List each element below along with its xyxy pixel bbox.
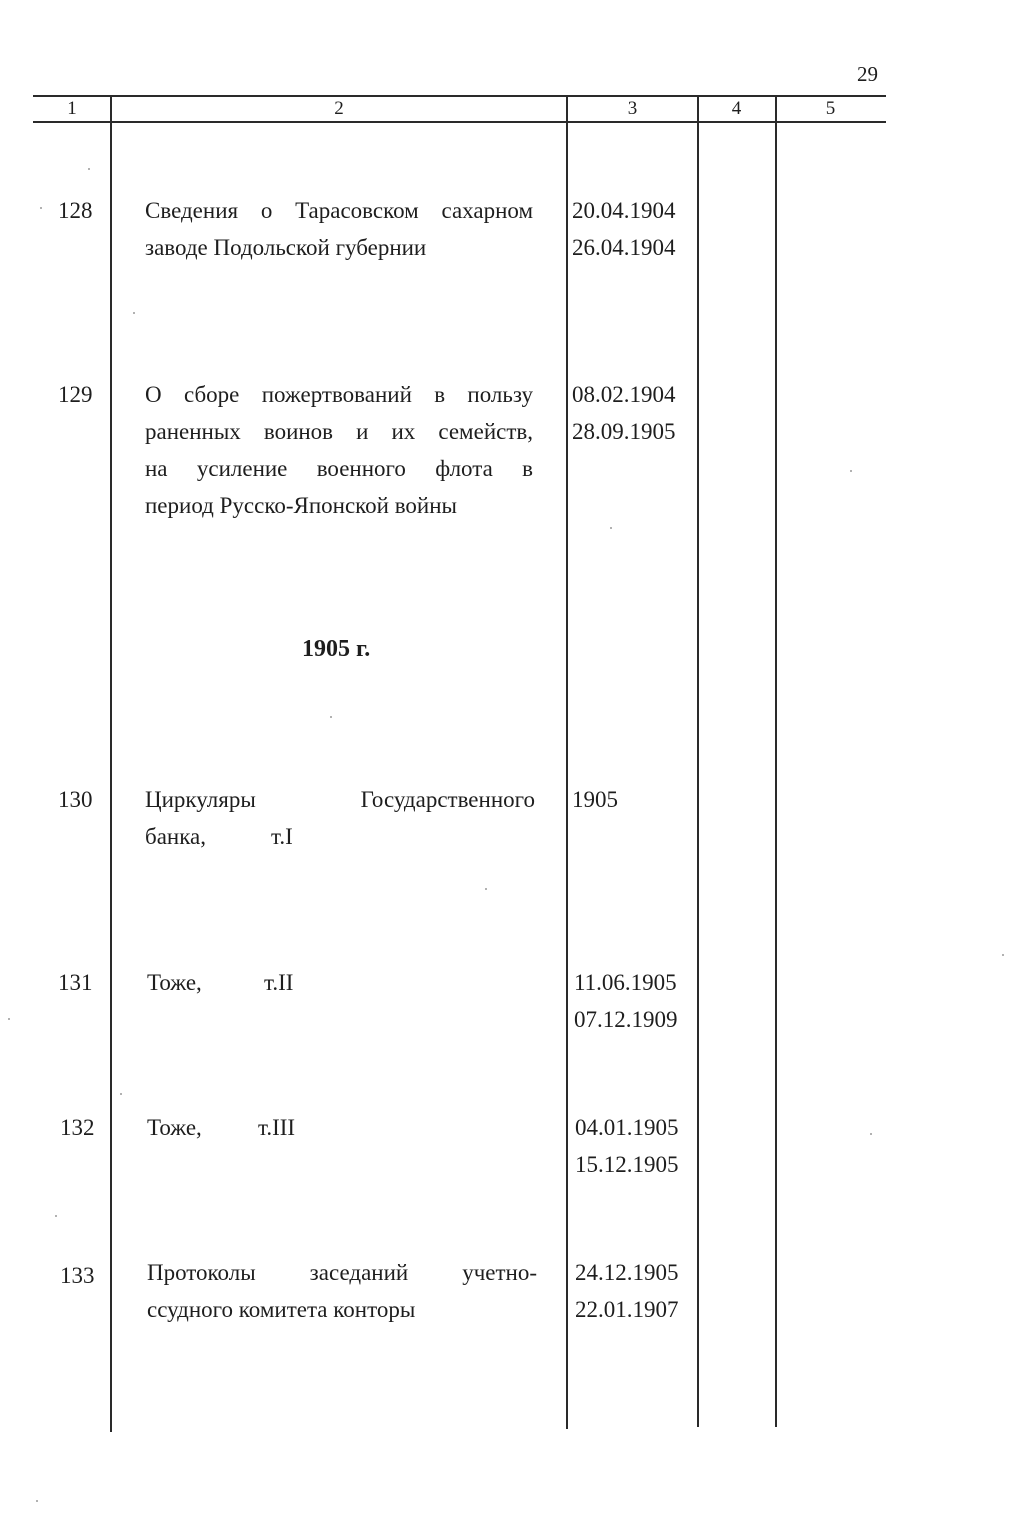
row-129-dates [572, 376, 676, 450]
row-129-date-start: 08.02.1904 [572, 382, 676, 407]
row-130-title-line-1: Циркуляры Государственного [145, 787, 535, 812]
row-129-title [145, 376, 533, 524]
scan-speck [120, 1093, 122, 1095]
column-divider-2 [566, 95, 568, 1429]
column-header-3: 3 [627, 98, 638, 119]
row-132-date-start: 04.01.1905 [575, 1115, 679, 1140]
row-128-number: 128 [58, 198, 93, 223]
row-133-date-end: 22.01.1907 [575, 1297, 679, 1322]
row-131-volume: т.II [264, 970, 294, 995]
row-130-dates [572, 781, 618, 818]
row-133-number: 133 [60, 1263, 95, 1288]
row-129-number: 129 [58, 382, 93, 407]
scan-speck [610, 527, 612, 529]
scan-speck [88, 168, 90, 170]
row-133-date-start: 24.12.1905 [575, 1260, 679, 1285]
column-header-2: 2 [334, 98, 344, 119]
row-132-dates [575, 1109, 679, 1183]
scan-speck [1002, 954, 1004, 956]
row-133-title [147, 1254, 537, 1328]
column-divider-4 [775, 95, 777, 1427]
row-132-number: 132 [60, 1115, 95, 1140]
row-131-date-end: 07.12.1909 [574, 1007, 678, 1032]
scan-speck [36, 1500, 38, 1502]
scan-speck [40, 207, 42, 209]
row-132-volume: т.III [258, 1115, 296, 1140]
page-number: 29 [857, 62, 878, 86]
row-133-title-line-2: ссудного комитета конторы [147, 1297, 416, 1322]
column-divider-1 [110, 95, 112, 1432]
row-128-title [145, 192, 533, 266]
section-heading-year: 1905 г. [302, 636, 371, 662]
row-132-date-end: 15.12.1905 [575, 1152, 679, 1177]
column-header-5: 5 [825, 98, 836, 119]
scan-speck [850, 470, 852, 472]
row-129-title-line-2: раненных воинов и их семейств, [145, 419, 533, 444]
row-130-date-start: 1905 [572, 787, 618, 812]
header-top-rule [33, 95, 886, 97]
row-132-title: Тоже, [147, 1115, 202, 1140]
scan-speck [485, 888, 487, 890]
row-131-date-start: 11.06.1905 [574, 970, 677, 995]
row-128-date-start: 20.04.1904 [572, 198, 676, 223]
row-128-dates [572, 192, 676, 266]
row-130-volume: т.I [271, 824, 293, 849]
row-128-title-line-1: Сведения о Тарасовском сахарном [145, 198, 533, 223]
row-130-title [145, 781, 535, 855]
column-header-4: 4 [731, 98, 742, 119]
row-128-title-line-2: заводе Подольской губернии [145, 235, 427, 260]
row-133-dates [575, 1254, 679, 1328]
row-128-date-end: 26.04.1904 [572, 235, 676, 260]
scan-speck [133, 312, 135, 314]
scan-speck [330, 716, 332, 718]
row-130-title-word: банка, [145, 824, 207, 849]
row-129-title-line-3: на усиление военного флота в [145, 456, 533, 481]
row-129-date-end: 28.09.1905 [572, 419, 676, 444]
scan-speck [55, 1215, 57, 1217]
scan-speck [870, 1133, 872, 1135]
row-131-title: Тоже, [147, 970, 202, 995]
row-130-number: 130 [58, 787, 93, 812]
row-129-title-line-4: период Русско-Японской войны [145, 493, 457, 518]
column-divider-3 [697, 95, 699, 1427]
row-131-dates [574, 964, 678, 1038]
row-130-title-line-2 [145, 818, 535, 855]
row-129-title-line-1: О сбоpе пожертвований в пользу [145, 382, 533, 407]
column-header-1: 1 [67, 98, 77, 119]
row-131-number: 131 [58, 970, 93, 995]
header-bottom-rule [33, 121, 886, 123]
scan-speck [8, 1018, 10, 1020]
row-133-title-line-1: Протоколы заседаний учетно- [147, 1260, 537, 1285]
